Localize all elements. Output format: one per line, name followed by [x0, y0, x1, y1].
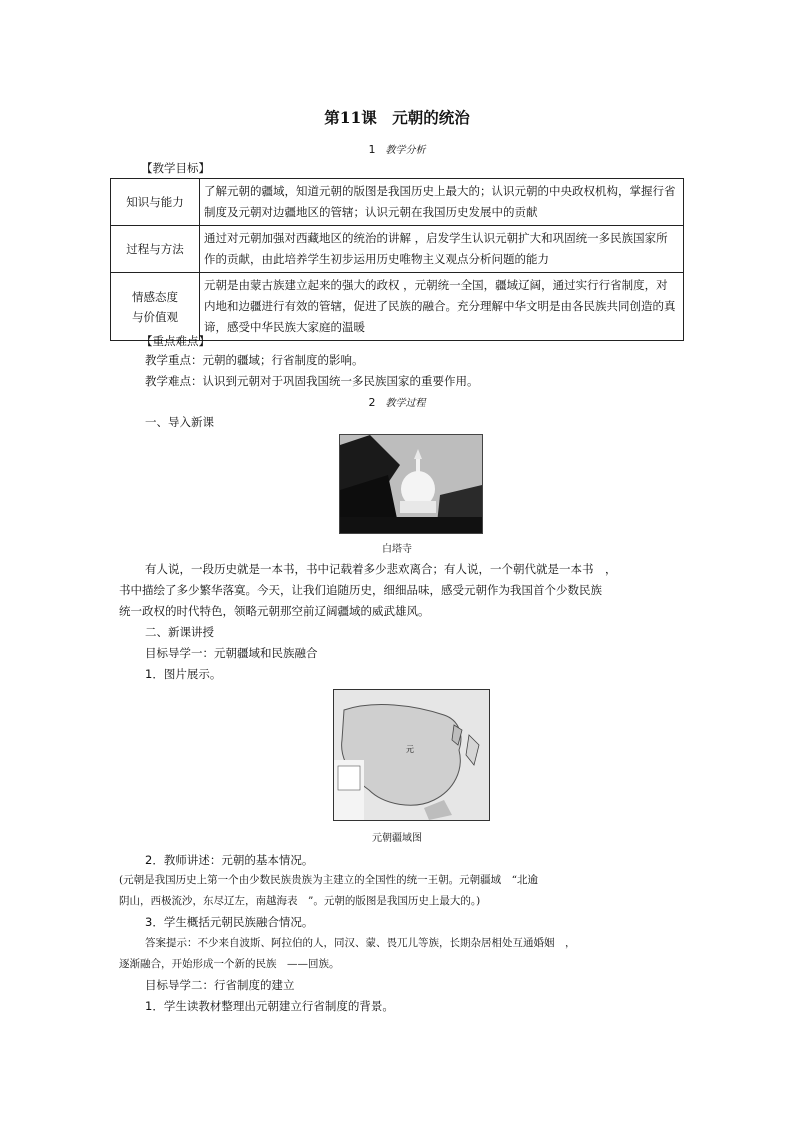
intro-heading: 一、导入新课 [145, 415, 214, 429]
intro-paragraph-line: 统一政权的时代特色，领略元朝那空前辽阔疆域的威武雄风。 [119, 604, 430, 618]
new-lesson-heading: 二、新课讲授 [145, 625, 214, 639]
goal-one: 目标导学一：元朝疆域和民族融合 [145, 646, 318, 660]
answer-line: 逐渐融合，开始形成一个新的民族 ——回族。 [119, 958, 340, 970]
answer-line: 答案提示：不少来自波斯、阿拉伯的人，同汉、蒙、畏兀儿等族，长期杂居相处互通婚姻 ， [145, 937, 576, 949]
map-label: 元 [406, 745, 414, 754]
yuan-territory-map [333, 689, 490, 821]
intro-paragraph-line: 有人说，一段历史就是一本书，书中记载着多少悲欢离合；有人说，一个朝代就是一本书 ， [145, 562, 617, 576]
table-row [111, 179, 684, 226]
objectives-table [110, 178, 684, 341]
row-content: 元朝是由蒙古族建立起来的强大的政权 ，元朝统一全国，疆域辽阔，通过实行行省制度，对内地和边疆进行有效的管辖，促进了民族的融合。充分理解中华文明是由各民族共同创造的真谛，感受中华民族大家庭的温暖 [200, 273, 684, 341]
section-label: 教学分析 [385, 145, 426, 156]
objectives-heading: 【教学目标】 [141, 161, 210, 175]
table-row [111, 226, 684, 273]
section-number: 2 [368, 396, 376, 409]
difficult-point: 教学难点：认识到元朝对于巩固我国统一多民族国家的重要作用。 [145, 374, 479, 388]
row-content: 通过对元朝加强对西藏地区的统治的讲解 ，启发学生认识元朝扩大和巩固统一多民族国家所作的贡献，由此培养学生初步运用历史唯物主义观点分析问题的能力 [200, 226, 684, 273]
row-header: 情感态度 与价值观 [111, 273, 200, 341]
row-content: 了解元朝的疆域，知道元朝的版图是我国历史上最大的；认识元朝的中央政权机构，掌握行省制度及元朝对边疆地区的管辖；认识元朝在我国历史发展中的贡献 [200, 179, 684, 226]
table-row [111, 273, 684, 341]
section-heading-analysis [0, 141, 794, 156]
step-three: 3．学生概括元朝民族融合情况。 [145, 915, 314, 929]
intro-paragraph-line: 书中描绘了多少繁华落寞。今天，让我们追随历史，细细品味，感受元朝作为我国首个少数民族 [119, 583, 602, 597]
goal-two: 目标导学二：行省制度的建立 [145, 978, 295, 992]
keypoints-heading: 【重点难点】 [141, 334, 210, 348]
row-header: 知识与能力 [111, 179, 200, 226]
section-label: 教学过程 [385, 398, 426, 409]
step-two: 2．教师讲述：元朝的基本情况。 [145, 853, 314, 867]
step-two-note-line: 阴山，西极流沙，东尽辽左，南越海表 ”。元朝的版图是我国历史上最大的。) [119, 895, 481, 907]
key-point: 教学重点：元朝的疆域；行省制度的影响。 [145, 353, 364, 367]
map-caption: 元朝疆域图 [372, 833, 422, 844]
step-two-note-line: (元朝是我国历史上第一个由少数民族贵族为主建立的全国性的统一王朝。元朝疆域 “北逾 [119, 874, 538, 886]
photo-caption: 白塔寺 [382, 544, 412, 555]
white-pagoda-photo [339, 434, 483, 534]
section-heading-process [0, 394, 794, 409]
page-title: 第11课 元朝的统治 [324, 108, 470, 127]
row-header: 过程与方法 [111, 226, 200, 273]
step-four: 1．学生读教材整理出元朝建立行省制度的背景。 [145, 999, 394, 1013]
step-one: 1．图片展示。 [145, 667, 222, 681]
section-number: 1 [368, 143, 376, 156]
